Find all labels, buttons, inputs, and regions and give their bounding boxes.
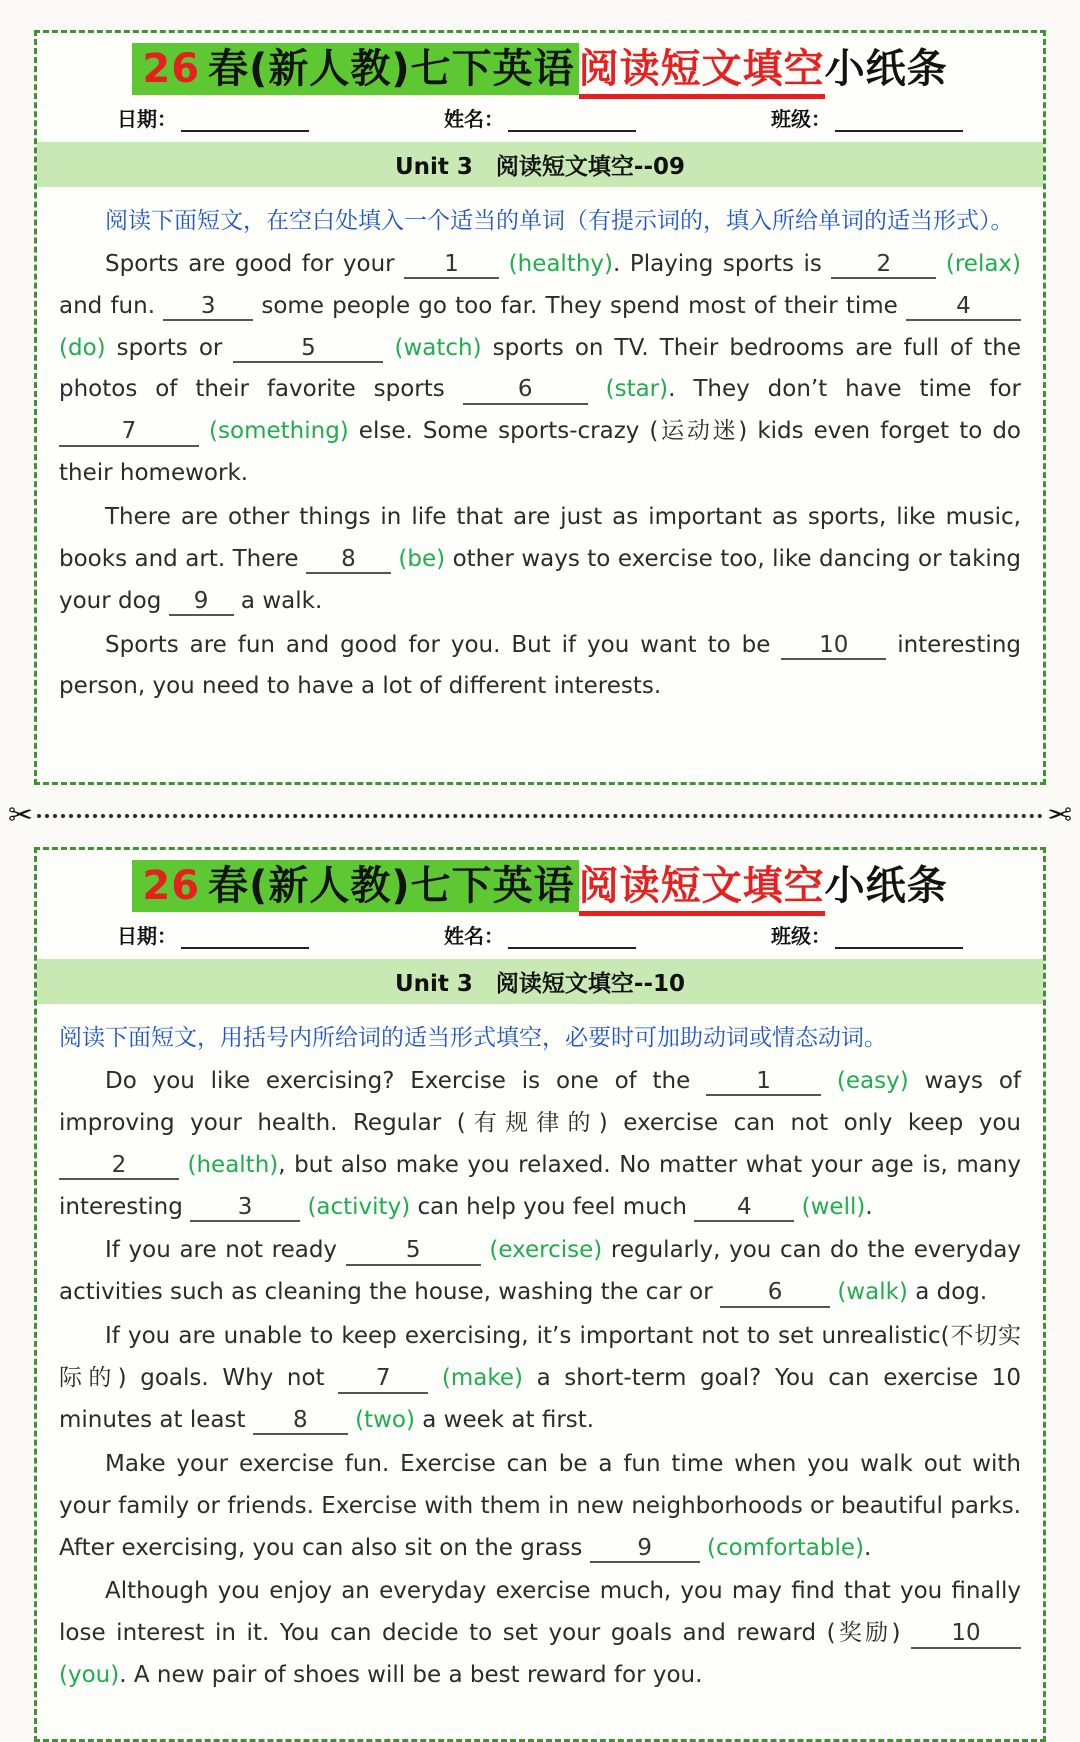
passage-paragraph (59, 244, 1021, 495)
passage-text (348, 1407, 355, 1433)
fill-in-blank-1[interactable]: 1 (706, 1068, 821, 1096)
passage-text (179, 1152, 188, 1178)
name-input-line[interactable] (508, 112, 636, 132)
title-year: 26 (142, 863, 201, 910)
worksheet-card-1 (34, 30, 1046, 785)
title-course: 春(新人教)七下英语 (208, 46, 575, 92)
class-label: 班级： (771, 107, 831, 131)
instruction-text: 阅读下面短文，用括号内所给词的适当形式填空，必要时可加助动词或情态动词。 (59, 1025, 887, 1052)
passage-text: If you are not ready (105, 1237, 346, 1264)
passage-text (700, 1535, 707, 1561)
scissors-icon: ✂ (8, 798, 34, 834)
passage-text: . A new pair of shoes will be a best reward for you. (119, 1662, 703, 1689)
passage-text: a short-term goal? You can exercise 10 minutes at least (59, 1365, 1022, 1433)
passage-paragraph (59, 1444, 1021, 1570)
hint-word: (well) (801, 1193, 866, 1220)
date-label: 日期： (117, 107, 177, 131)
hint-word: (easy) (836, 1068, 909, 1095)
fill-in-blank-10[interactable]: 10 (911, 1620, 1021, 1648)
passage-text: regularly, you can do the everyday activities such as cleaning the house, washing the car or (59, 1237, 1022, 1306)
passage-text: Do you like exercising? Exercise is one of the (105, 1068, 707, 1095)
hint-word: (comfortable) (707, 1534, 864, 1561)
fill-in-blank-10[interactable]: 10 (781, 632, 886, 660)
worksheet-title (59, 43, 1021, 95)
hint-word: (relax) (945, 250, 1022, 277)
hint-word: (two) (355, 1406, 415, 1433)
passage-text: a dog. (907, 1279, 988, 1306)
class-input-line[interactable] (835, 929, 963, 949)
fill-in-blank-3[interactable]: 3 (163, 293, 253, 321)
title-topic: 阅读短文填空 (579, 863, 825, 916)
passage (59, 1061, 1021, 1697)
name-field (444, 103, 636, 132)
passage-text: Sports are fun and good for you. But if you want to be (105, 631, 782, 658)
passage-text: If you are unable to keep exercising, it’s important not to set unrealistic(不切实际的) goals. Why not (59, 1323, 1021, 1392)
passage-text: interesting person, you need to have a lot of different interests. (59, 631, 1021, 700)
cut-dotted-line (37, 814, 1043, 818)
fill-in-blank-9[interactable]: 9 (590, 1535, 700, 1563)
hint-word: (do) (59, 334, 106, 361)
passage-paragraph (59, 1061, 1021, 1228)
date-label: 日期： (117, 924, 177, 949)
passage-text: can help you feel much (410, 1193, 695, 1220)
passage-text (936, 251, 946, 277)
passage-text: and fun. (59, 292, 164, 319)
fill-in-blank-6[interactable]: 6 (720, 1279, 830, 1307)
date-field (117, 920, 309, 949)
fill-in-blank-9[interactable]: 9 (169, 588, 234, 616)
hint-word: (exercise) (489, 1237, 603, 1264)
date-input-line[interactable] (181, 112, 309, 132)
title-highlight (132, 43, 578, 95)
student-info-row (59, 95, 1021, 138)
fill-in-blank-7[interactable]: 7 (338, 1365, 428, 1393)
hint-word: (make) (441, 1365, 523, 1392)
date-input-line[interactable] (181, 929, 309, 949)
hint-word: (activity) (307, 1193, 411, 1220)
passage-text: sports or (105, 334, 234, 361)
cut-line-divider (8, 795, 1072, 837)
fill-in-blank-8[interactable]: 8 (306, 546, 391, 574)
passage-text (821, 1068, 837, 1094)
passage-paragraph (59, 1571, 1021, 1697)
scissors-icon: ✂ (1046, 798, 1072, 834)
passage-text: else. Some sports-crazy (运动迷) kids even forget to do their homework. (59, 418, 1022, 487)
passage-text: Although you enjoy an everyday exercise much, you may find that you finally lose interest in it. You can decide to set your goals and reward (奖励) (59, 1578, 1021, 1647)
title-course: 春(新人教)七下英语 (208, 863, 575, 910)
hint-word: (walk) (837, 1279, 908, 1306)
passage-text (428, 1365, 442, 1391)
title-topic: 阅读短文填空 (579, 46, 825, 99)
class-field (771, 103, 963, 132)
title-highlight (132, 860, 578, 912)
passage-text (499, 251, 509, 277)
passage-paragraph (59, 1230, 1021, 1314)
passage (59, 244, 1021, 708)
passage-text: a walk. (233, 587, 323, 614)
passage-text (588, 376, 606, 402)
instruction-text: 阅读下面短文，在空白处填入一个适当的单词（有提示词的，填入所给单词的适当形式）。 (105, 208, 1014, 234)
fill-in-blank-2[interactable]: 2 (59, 1152, 179, 1180)
hint-word: (healthy) (508, 250, 614, 277)
passage-text: . (863, 1534, 872, 1561)
title-suffix: 小纸条 (824, 46, 948, 92)
passage-text: , but also make you relaxed. No matter what your age is, many interesting (59, 1151, 1022, 1220)
passage-text (383, 335, 394, 361)
fill-in-blank-3[interactable]: 3 (190, 1194, 300, 1222)
date-field (117, 103, 309, 132)
fill-in-blank-4[interactable]: 4 (694, 1194, 794, 1222)
worksheet-card-2 (34, 847, 1046, 1742)
passage-text: Sports are good for your (105, 250, 405, 277)
fill-in-blank-1[interactable]: 1 (404, 251, 499, 279)
unit-banner: Unit 3 阅读短文填空--10 (37, 959, 1043, 1004)
title-year: 26 (142, 46, 201, 92)
fill-in-blank-5[interactable]: 5 (233, 335, 383, 363)
passage-text: . Playing sports is (613, 250, 832, 277)
unit-banner: Unit 3 阅读短文填空--09 (37, 142, 1043, 187)
passage-text: There are other things in life that are just as important as sports, like music, books and art. There (59, 503, 1021, 572)
passage-text: some people go too far. They spend most of their time (253, 292, 906, 319)
hint-word: (watch) (394, 334, 482, 361)
passage-paragraph (59, 1316, 1021, 1442)
hint-word: (health) (187, 1151, 279, 1178)
fill-in-blank-2[interactable]: 2 (831, 251, 936, 279)
passage-text: Make your exercise fun. Exercise can be a fun time when you walk out with your family or friends. Exercise with them in new neighborhoods or beautiful parks. After exercising, you can also sit on the grass (59, 1450, 1021, 1561)
passage-paragraph (59, 497, 1021, 623)
class-input-line[interactable] (835, 112, 963, 132)
worksheet-title (59, 860, 1021, 912)
passage-text: a week at first. (414, 1406, 595, 1433)
fill-in-blank-4[interactable]: 4 (906, 293, 1021, 321)
fill-in-blank-6[interactable]: 6 (463, 376, 588, 404)
class-label: 班级： (771, 924, 831, 949)
class-field (771, 920, 963, 949)
hint-word: (be) (398, 545, 446, 572)
fill-in-blank-7[interactable]: 7 (59, 418, 199, 446)
passage-text: ways of improving your health. Regular (有规律的) exercise can not only keep you (59, 1068, 1022, 1136)
passage-text (199, 418, 209, 444)
passage-text: . They don’t have time for (668, 376, 1022, 403)
hint-word: (you) (59, 1662, 120, 1689)
passage-text (794, 1194, 801, 1220)
fill-in-blank-8[interactable]: 8 (253, 1407, 348, 1435)
hint-word: (something) (209, 418, 349, 445)
name-input-line[interactable] (508, 929, 636, 949)
hint-word: (star) (605, 376, 669, 403)
title-suffix: 小纸条 (824, 863, 948, 910)
passage-text: sports on TV. Their bedrooms are full of the photos of their favorite sports (59, 334, 1021, 403)
passage-paragraph (59, 625, 1021, 709)
name-label: 姓名： (444, 107, 504, 131)
name-label: 姓名： (444, 924, 504, 949)
passage-text: other ways to exercise too, like dancing or taking your dog (59, 545, 1021, 614)
passage-text: . (865, 1193, 873, 1220)
name-field (444, 920, 636, 949)
student-info-row (59, 912, 1021, 955)
fill-in-blank-5[interactable]: 5 (346, 1237, 481, 1265)
